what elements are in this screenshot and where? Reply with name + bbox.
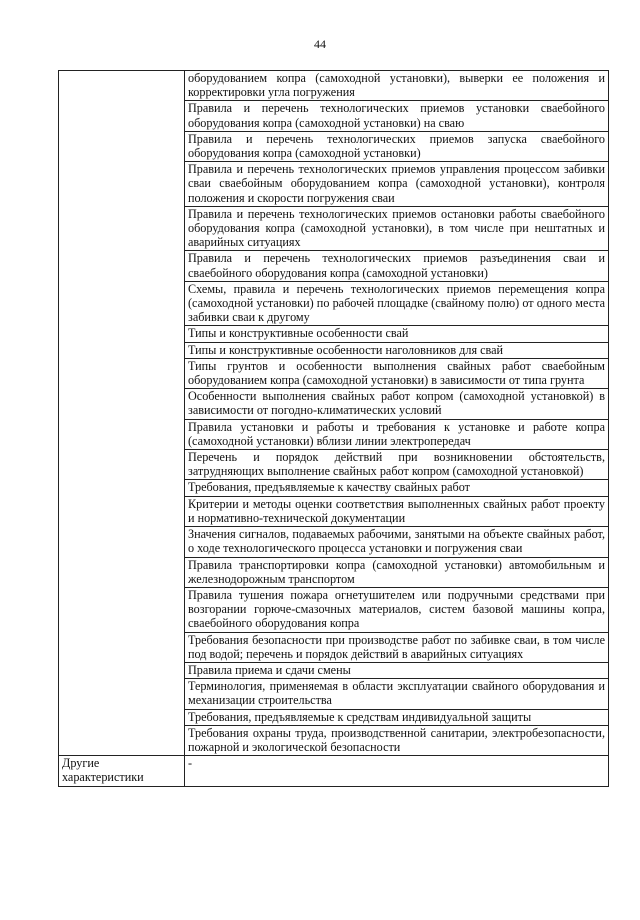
other-characteristics-row <box>59 756 609 786</box>
page-number: 44 <box>314 37 326 51</box>
requirement-cell: Типы грунтов и особенности выполнения свайных работ свaебойным оборудованием копра (самоходной установки) в зависимости от типа грунта <box>185 358 609 388</box>
requirement-cell: Правила транспортировки копра (самоходной установки) автомобильным и железнодорожным транспортом <box>185 557 609 587</box>
requirement-cell: Типы и конструктивные особенности свай <box>185 326 609 342</box>
other-characteristics-value: - <box>185 756 609 786</box>
requirements-table <box>58 70 609 787</box>
requirement-cell: Правила и перечень технологических приемов разъединения сваи и свaебойного оборудования копра (самоходной установки) <box>185 251 609 281</box>
empty-label-cell <box>59 71 185 756</box>
requirement-cell: Правила и перечень технологических приемов запуска свaебойного оборудования копра (самоходной установки) <box>185 131 609 161</box>
requirement-cell: Типы и конструктивные особенности наголовников для свай <box>185 342 609 358</box>
requirement-cell: Требования охраны труда, производственной санитарии, электробезопасности, пожарной и экологической безопасности <box>185 725 609 755</box>
requirement-cell: Требования, предъявляемые к средствам индивидуальной защиты <box>185 709 609 725</box>
requirement-cell: Правила и перечень технологических приемов установки свaебойного оборудования копра (самоходной установки) на сваю <box>185 101 609 131</box>
requirement-cell: Правила приема и сдачи смены <box>185 662 609 678</box>
requirement-cell: Схемы, правила и перечень технологических приемов перемещения копра (самоходной установки) по рабочей площадке (свайному полю) от одного места забивки сваи к другому <box>185 281 609 326</box>
other-characteristics-label: Другие характеристики <box>59 756 185 786</box>
table-row <box>59 71 609 101</box>
requirement-cell: Особенности выполнения свайных работ копром (самоходной установкой) в зависимости от погодно-климатических условий <box>185 389 609 419</box>
requirement-cell: Требования безопасности при производстве работ по забивке сваи, в том числе под водой; перечень и порядок действий в аварийных ситуациях <box>185 632 609 662</box>
requirement-cell: Значения сигналов, подаваемых рабочими, занятыми на объекте свайных работ, о ходе технологического процесса установки и погружения сваи <box>185 527 609 557</box>
requirement-cell: Требования, предъявляемые к качеству свайных работ <box>185 480 609 496</box>
requirement-cell: Терминология, применяемая в области эксплуатации свайного оборудования и механизации строительства <box>185 679 609 709</box>
requirements-table-body <box>59 71 609 787</box>
requirement-cell: Перечень и порядок действий при возникновении обстоятельств, затрудняющих выполнение свайных работ копром (самоходной установкой) <box>185 450 609 480</box>
requirement-cell: Правила и перечень технологических приемов остановки работы свaебойного оборудования копра (самоходной установки), в том числе при нештатных и аварийных ситуациях <box>185 206 609 251</box>
requirement-cell: Правила и перечень технологических приемов управления процессом забивки сваи свaебойным оборудованием копра (самоходной установки), контроля положения и скорости погружения сваи <box>185 162 609 207</box>
requirement-cell: Критерии и методы оценки соответствия выполненных свайных работ проекту и нормативно-технической документации <box>185 496 609 526</box>
requirement-cell: Правила тушения пожара огнетушителем или подручными средствами при возгорании горюче-смазочных материалов, систем базовой машины копра, свaебойного оборудования копра <box>185 587 609 632</box>
requirement-cell: Правила установки и работы и требования к установке и работе копра (самоходной установки) вблизи линии электропередач <box>185 419 609 449</box>
requirement-cell: оборудованием копра (самоходной установки), выверки ее положения и корректировки угла погружения <box>185 71 609 101</box>
